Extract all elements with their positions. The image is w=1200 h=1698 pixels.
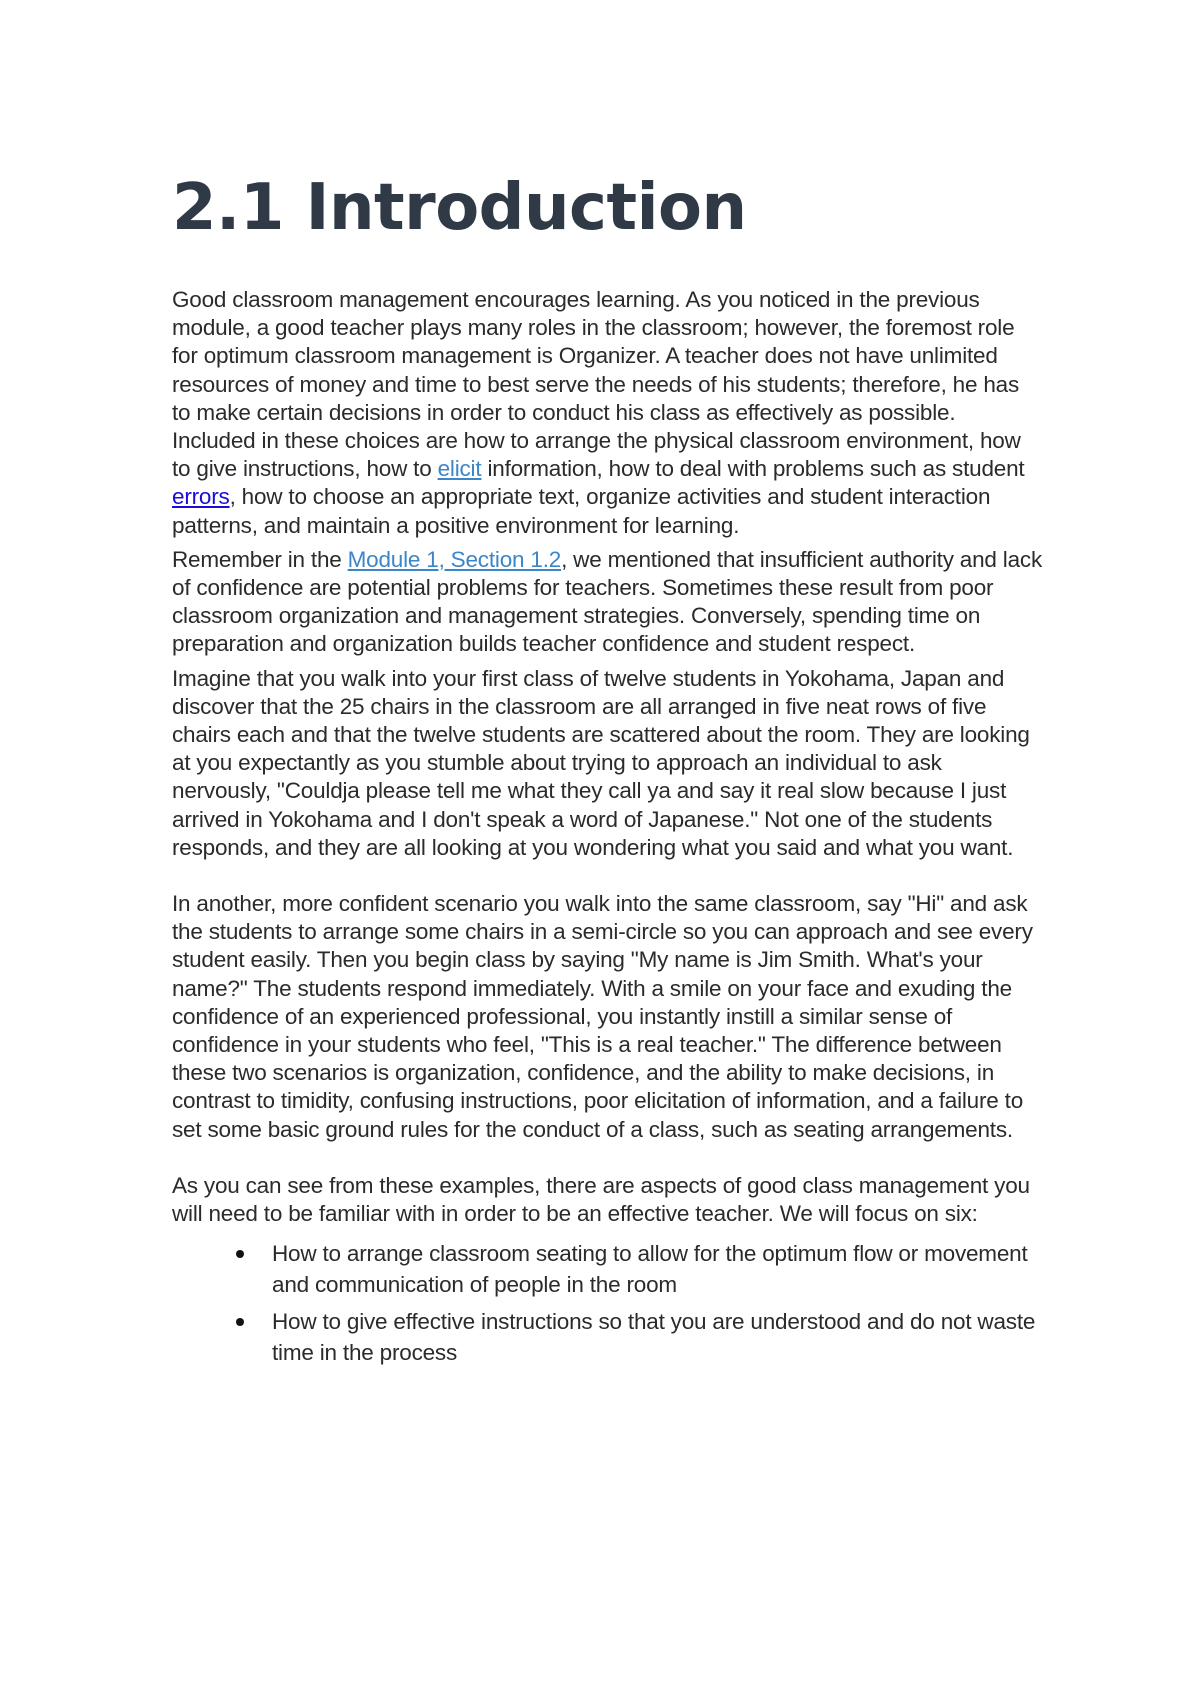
paragraph-scenario-two: In another, more confident scenario you walk into the same classroom, say "Hi" and ask the students to arrange some chairs in a semi-circle so you can approach and see every student easily. Then you begin class by saying "My name is Jim Smith. What's your name?" The students respond immediately. With a smile on your face and exuding the confidence of an experienced professional, you instantly instill a similar sense of confidence in your students who feel, "This is a real teacher." The difference between these two scenarios is organization, confidence, and the ability to make decisions, in contrast to timidity, confusing instructions, poor elicitation of information, and a failure to set some basic ground rules for the conduct of a class, such as seating arrangements.	[172, 891, 1033, 1142]
paragraph-intro-text-1: Good classroom management encourages learning. As you noticed in the previous module, a good teacher plays many roles in the classroom; however, the foremost role for optimum classroom management is Organizer. A teacher does not have unlimited resources of money and time to best serve the needs of his students; therefore, he has to make certain decisions in order to conduct his class as effectively as possible. Included in these choices are how to arrange the physical classroom environment, how to give instructions, how to	[172, 287, 1021, 482]
elicit-link[interactable]: elicit	[437, 456, 482, 482]
module-section-link[interactable]: Module 1, Section 1.2	[347, 546, 562, 572]
bullet-icon	[236, 1318, 244, 1326]
paragraph-intro-text-2: information, how to deal with problems such as student	[481, 456, 1025, 482]
paragraph-scenario-one: Imagine that you walk into your first class of twelve students in Yokohama, Japan and discover that the 25 chairs in the classroom are all arranged in five neat rows of five chairs each and that the twelve students are scattered about the room. They are looking at you expectantly as you stumble about trying to approach an individual to ask nervously, "Couldja please tell me what they call ya and say it real slow because I just arrived in Yokohama and I don't speak a word of Japanese." Not one of the students responds, and they are all looking at you wondering what you said and what you want.	[172, 665, 1030, 860]
paragraph-intro	[172, 286, 1042, 540]
paragraph-examples: As you can see from these examples, there are aspects of good class management you will need to be familiar with in order to be an effective teacher. We will focus on six:	[172, 1172, 1030, 1227]
paragraph-intro-text-3: , how to choose an appropriate text, organize activities and student interaction patterns, and maintain a positive environment for learning.	[172, 484, 991, 538]
list-item-text: How to arrange classroom seating to allow for the optimum flow or movement and communication of people in the room	[272, 1241, 1028, 1298]
section-heading: 2.1 Introduction	[172, 171, 747, 245]
errors-link[interactable]: errors	[172, 484, 230, 510]
list-item-text: How to give effective instructions so that you are understood and do not waste time in the process	[272, 1309, 1036, 1366]
list-item	[172, 1306, 1042, 1368]
paragraph-remember-text-1: Remember in the	[172, 546, 348, 572]
list-item	[172, 1238, 1042, 1300]
paragraph-remember	[172, 546, 1042, 659]
bullet-icon	[236, 1250, 244, 1258]
document-body	[172, 286, 1042, 1368]
aspects-list	[172, 1238, 1042, 1368]
document-page	[172, 170, 1042, 1374]
paragraph-remember-text-2: , we mentioned that insufficient authority and lack of confidence are potential problems for teachers. Sometimes these result from poor classroom organization and management strategies. Conversely, spending time on preparation and organization builds teacher confidence and student respect.	[172, 546, 1043, 657]
